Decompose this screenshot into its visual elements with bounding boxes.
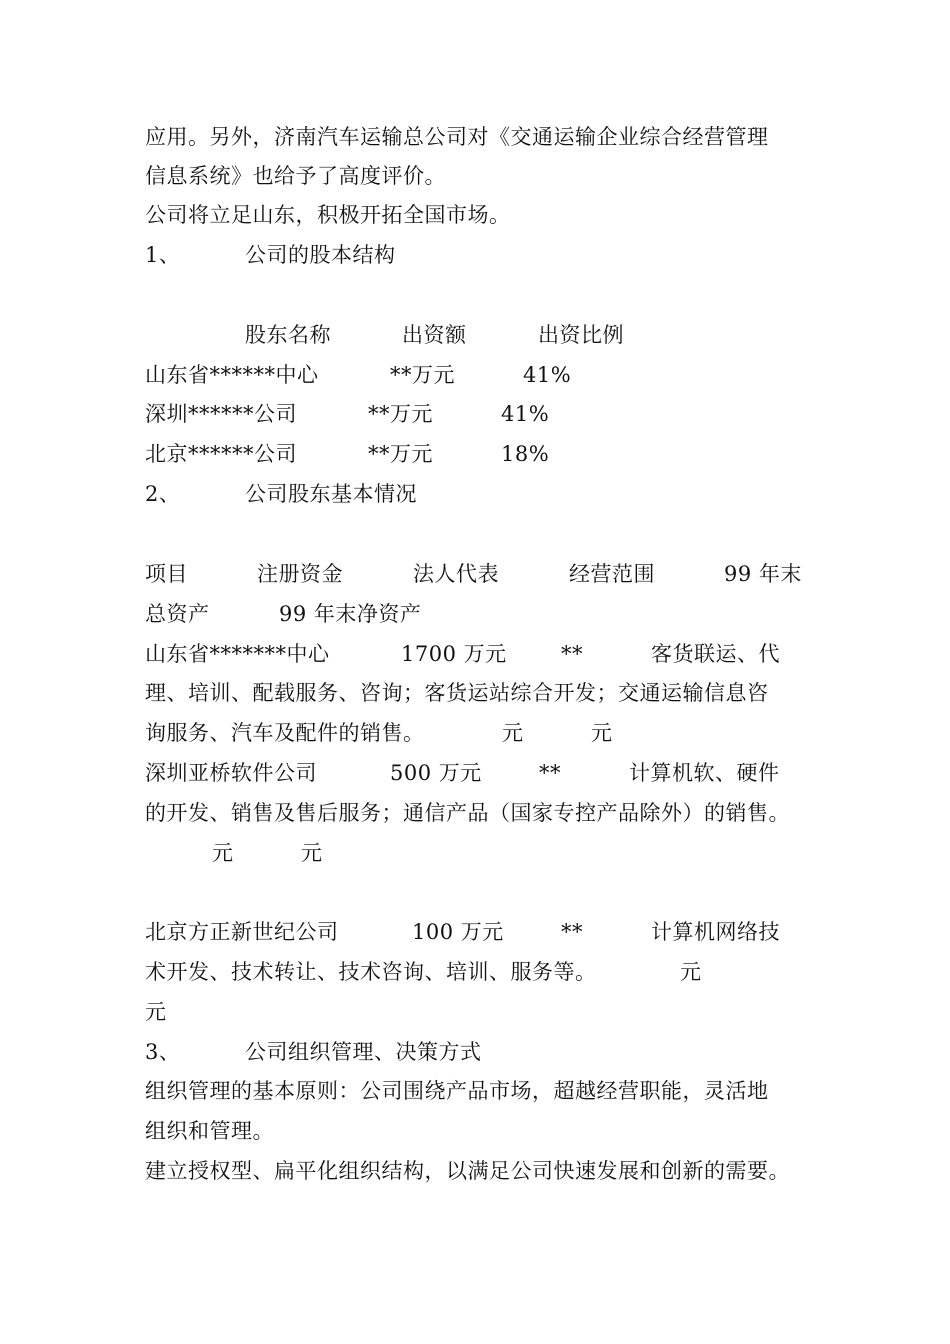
entry1-net-assets: 元 [591, 721, 613, 745]
intro-line-3: 公司将立足山东，积极开拓全国市场。 [145, 203, 511, 227]
entry3-name: 北京方正新世纪公司 [145, 920, 339, 944]
entry2-scope-line1: 计算机软、硬件 [629, 761, 780, 785]
entry3-capital: 100 万元 [412, 920, 504, 944]
table2-header-year-end: 99 年末 [724, 562, 802, 586]
entry3-scope-line1: 计算机网络技 [651, 920, 780, 944]
table1-header-amount: 出资额 [402, 323, 467, 347]
entry2-scope-line2: 的开发、销售及售后服务；通信产品（国家专控产品除外）的销售。 [145, 801, 790, 825]
section3-title: 公司组织管理、决策方式 [245, 1040, 482, 1064]
entry1-name: 山东省*******中心 [145, 642, 330, 666]
table1-row2-amount: **万元 [368, 402, 433, 426]
entry1-rep: ** [561, 642, 583, 666]
table1-row1-amount: **万元 [390, 363, 455, 387]
section1-title: 公司的股本结构 [245, 243, 396, 267]
section3-line-1: 组织管理的基本原则：公司围绕产品市场，超越经营职能，灵活地 [145, 1079, 769, 1103]
table2-header-net-assets: 99 年末净资产 [279, 602, 422, 626]
entry2-total-assets: 元 [212, 841, 234, 865]
table1-row1-name: 山东省******中心 [145, 363, 319, 387]
table2-header-capital: 注册资金 [257, 562, 343, 586]
section1-number: 1、 [145, 243, 181, 267]
table1-header-name: 股东名称 [245, 323, 331, 347]
entry3-total-assets: 元 [680, 960, 702, 984]
section3-line-2: 组织和管理。 [145, 1119, 274, 1143]
entry1-scope-line2: 理、培训、配载服务、咨询；客货运站综合开发；交通运输信息咨 [145, 681, 769, 705]
section2-title: 公司股东基本情况 [245, 482, 417, 506]
entry1-total-assets: 元 [502, 721, 524, 745]
entry2-name: 深圳亚桥软件公司 [145, 761, 317, 785]
section2-number: 2、 [145, 482, 181, 506]
entry3-net-assets: 元 [145, 1000, 167, 1024]
table1-row2-name: 深圳******公司 [145, 402, 297, 426]
table2-header-item: 项目 [145, 562, 188, 586]
entry2-net-assets: 元 [301, 841, 323, 865]
entry1-scope-line1: 客货联运、代 [651, 642, 780, 666]
table1-header-ratio: 出资比例 [538, 323, 624, 347]
table2-header-rep: 法人代表 [413, 562, 499, 586]
table1-row1-ratio: 41% [523, 363, 572, 387]
entry3-rep: ** [561, 920, 583, 944]
table2-header-scope: 经营范围 [569, 562, 655, 586]
section3-line-3: 建立授权型、扁平化组织结构，以满足公司快速发展和创新的需要。 [145, 1159, 790, 1183]
table1-row3-ratio: 18% [501, 442, 550, 466]
intro-line-1: 应用。另外，济南汽车运输总公司对《交通运输企业综合经营管理 [145, 125, 769, 149]
table1-row3-name: 北京******公司 [145, 442, 297, 466]
entry1-capital: 1700 万元 [401, 642, 507, 666]
entry1-scope-line3: 询服务、汽车及配件的销售。 [145, 721, 425, 745]
table1-row3-amount: **万元 [368, 442, 433, 466]
table1-row2-ratio: 41% [501, 402, 550, 426]
entry2-capital: 500 万元 [390, 761, 482, 785]
table2-header-total-assets: 总资产 [145, 602, 210, 626]
entry2-rep: ** [539, 761, 561, 785]
entry3-scope-line2: 术开发、技术转让、技术咨询、培训、服务等。 [145, 960, 597, 984]
section3-number: 3、 [145, 1040, 181, 1064]
intro-line-2: 信息系统》也给予了高度评价。 [145, 164, 446, 188]
